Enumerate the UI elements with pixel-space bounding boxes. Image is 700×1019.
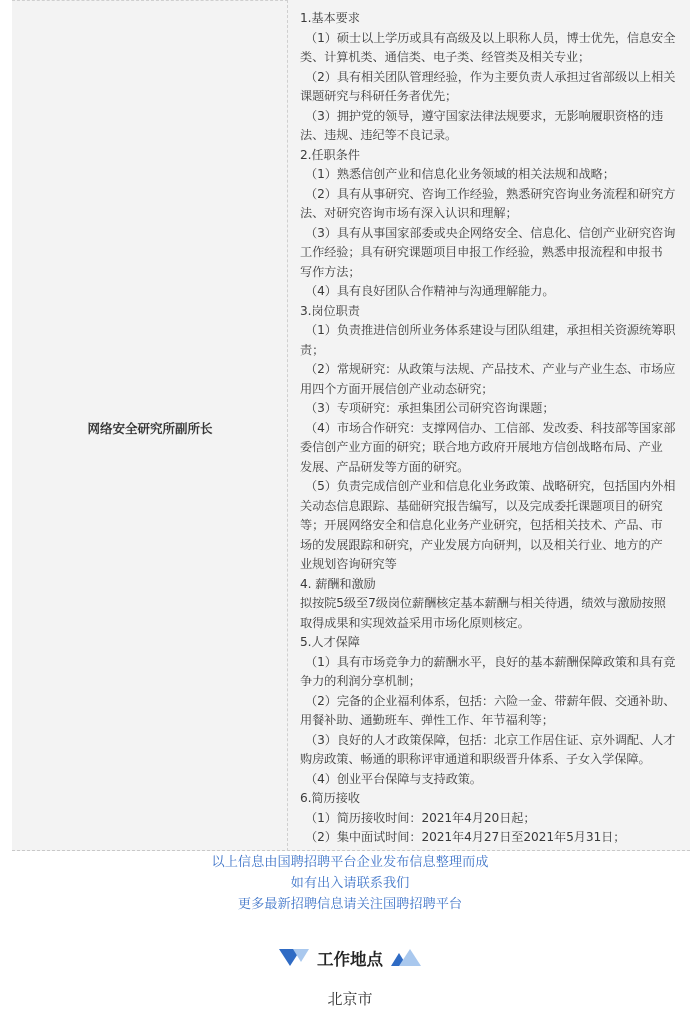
- description-line: 6.简历接收: [300, 791, 360, 805]
- city-name: 北京市: [327, 990, 373, 1008]
- description-line: （4）创业平台保障与支持政策。: [305, 771, 482, 786]
- description-line: 用餐补助、通勤班车、弹性工作、年节福利等；: [300, 713, 554, 727]
- description-line: （2）具有相关团队管理经验，作为主要负责人承担过省部级以上相关: [305, 69, 676, 84]
- position-cell: [12, 0, 288, 851]
- description-line: （1）简历接收时间：2021年4月20日起；: [305, 810, 536, 825]
- description-line: （1）负责推进信创所业务体系建设与团队组建，承担相关资源统筹职: [305, 323, 676, 337]
- description-line: （1）硕士以上学历或具有高级及以上职称人员，博士优先，信息安全: [305, 30, 676, 45]
- footer-line-1: 以上信息由国聘招聘平台企业发布信息整理而成: [211, 855, 489, 870]
- description-line: 发展、产品研发等方面的研究。: [300, 459, 470, 474]
- triangle-up-icon: [391, 949, 421, 967]
- description-line: （4）市场合作研究：支撑网信办、工信部、发改委、科技部等国家部: [305, 420, 676, 435]
- description-line: 写作方法；: [300, 264, 361, 279]
- description-line: （3）良好的人才政策保障，包括：北京工作居住证、京外调配、人才: [305, 732, 676, 747]
- description-line: 委信创产业方面的研究；联合地方政府开展地方信创战略布局、产业: [300, 440, 663, 454]
- footer-notice: [0, 852, 700, 915]
- description-line: （2）完备的企业福利体系，包括：六险一金、带薪年假、交通补助、: [305, 693, 676, 708]
- job-description: [300, 9, 688, 848]
- footer-line-2: 如有出入请联系我们: [290, 876, 410, 891]
- description-line: 取得成果和实现效益采用市场化原则核定。: [300, 615, 530, 630]
- description-line: 争力的利润分享机制；: [300, 674, 421, 688]
- description-line: 责；: [300, 342, 325, 357]
- section-title: 工作地点: [317, 950, 383, 969]
- description-line: 场的发展跟踪和研究，产业发展方向研判，以及相关行业、地方的产: [300, 537, 663, 552]
- description-line: （3）拥护党的领导，遵守国家法律法规要求，无影响履职资格的违: [305, 108, 664, 123]
- job-detail-table: [12, 0, 690, 851]
- description-line: 类、计算机类、通信类、电子类、经管类及相关专业；: [300, 50, 591, 64]
- description-line: 法、违规、违纪等不良记录。: [300, 128, 458, 142]
- work-location-heading: [0, 946, 700, 970]
- description-line: 业规划咨询研究等: [300, 557, 397, 571]
- description-line: 等；开展网络安全和信息化业务产业研究，包括相关技术、产品、市: [300, 518, 663, 532]
- description-line: 用四个方面开展信创产业动态研究；: [300, 381, 494, 396]
- description-line: 4. 薪酬和激励: [300, 576, 376, 591]
- description-line: （3）具有从事国家部委或央企网络安全、信息化、信创产业研究咨询: [305, 225, 676, 240]
- triangle-down-icon: [279, 949, 309, 967]
- description-line: 购房政策、畅通的职称评审通道和职级晋升体系、子女入学保障。: [300, 752, 651, 766]
- description-line: （2）集中面试时间：2021年4月27日至2021年5月31日；: [305, 830, 626, 844]
- description-line: 3.岗位职责: [300, 303, 360, 318]
- position-title: 网络安全研究所副所长: [87, 421, 213, 436]
- description-line: 关动态信息跟踪、基础研究报告编写，以及完成委托课题项目的研究: [300, 498, 663, 513]
- description-line: （3）专项研究：承担集团公司研究咨询课题；: [305, 401, 555, 415]
- description-line: （5）负责完成信创产业和信息化业务政策、战略研究，包括国内外相: [305, 479, 676, 493]
- description-line: （4）具有良好团队合作精神与沟通理解能力。: [305, 284, 555, 298]
- footer-line-3: 更多最新招聘信息请关注国聘招聘平台: [237, 897, 463, 912]
- description-line: （1）具有市场竞争力的薪酬水平，良好的基本薪酬保障政策和具有竞: [305, 654, 676, 669]
- description-line: （2）具有从事研究、咨询工作经验，熟悉研究咨询业务流程和研究方: [305, 186, 676, 201]
- description-line: 5.人才保障: [300, 635, 360, 649]
- description-line: 法、对研究咨询市场有深入认识和理解；: [300, 206, 518, 220]
- description-line: 课题研究与科研任务者优先；: [300, 89, 458, 103]
- description-line: （2）常规研究：从政策与法规、产品技术、产业与产业生态、市场应: [305, 362, 676, 376]
- description-line: （1）熟悉信创产业和信息化业务领域的相关法规和战略；: [305, 167, 615, 181]
- description-line: 2.任职条件: [300, 147, 360, 162]
- description-line: 拟按院5级至7级岗位薪酬核定基本薪酬与相关待遇，绩效与激励按照: [300, 596, 666, 610]
- description-line: 1.基本要求: [300, 11, 360, 25]
- description-line: 工作经验；具有研究课题项目申报工作经验，熟悉申报流程和申报书: [300, 245, 663, 259]
